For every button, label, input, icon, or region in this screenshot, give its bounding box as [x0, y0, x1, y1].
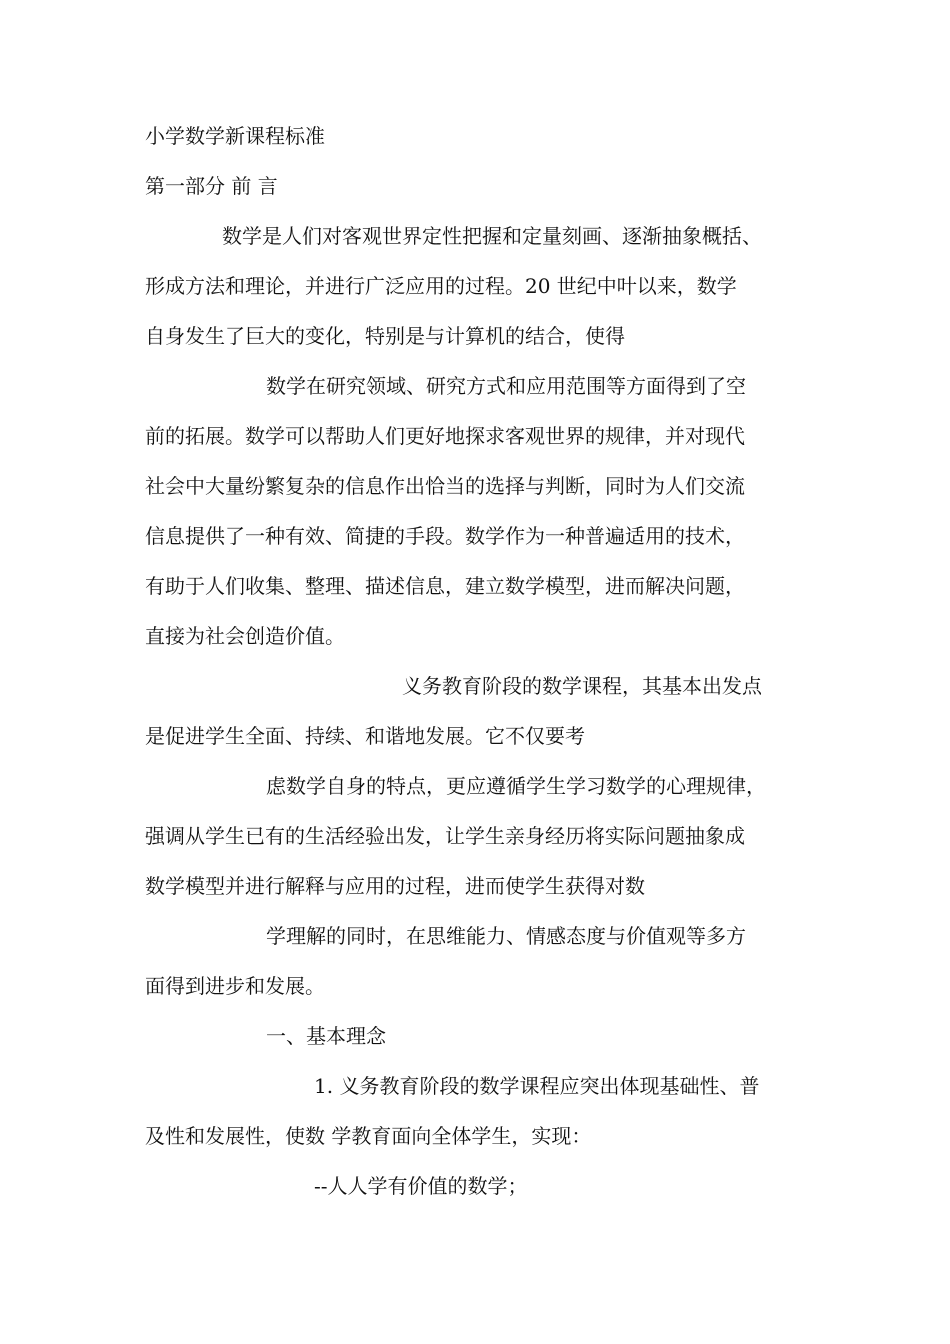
section-heading: 一、基本理念 [266, 1024, 386, 1048]
body-line: 数学模型并进行解释与应用的过程，进而使学生获得对数 [145, 874, 645, 898]
body-line: 直接为社会创造价值。 [145, 624, 345, 648]
body-line: 数学是人们对客观世界定性把握和定量刻画、逐渐抽象概括、 [222, 224, 762, 248]
body-line: 自身发生了巨大的变化，特别是与计算机的结合，使得 [145, 324, 625, 348]
part-heading: 第一部分 前 言 [145, 174, 278, 198]
body-line: 虑数学自身的特点，更应遵循学生学习数学的心理规律， [266, 774, 766, 798]
body-line: 形成方法和理论，并进行广泛应用的过程。20 世纪中叶以来，数学 [145, 274, 737, 298]
document-title: 小学数学新课程标准 [145, 124, 325, 148]
body-line: 是促进学生全面、持续、和谐地发展。它不仅要考 [145, 724, 585, 748]
body-line: 学理解的同时，在思维能力、情感态度与价值观等多方 [266, 924, 746, 948]
body-line: 数学在研究领域、研究方式和应用范围等方面得到了空 [266, 374, 746, 398]
body-line: 义务教育阶段的数学课程，其基本出发点 [402, 674, 762, 698]
body-line: 及性和发展性，使数 学教育面向全体学生，实现： [145, 1124, 592, 1148]
body-line: 有助于人们收集、整理、描述信息，建立数学模型，进而解决问题， [145, 574, 745, 598]
body-line: 前的拓展。数学可以帮助人们更好地探求客观世界的规律，并对现代 [145, 424, 745, 448]
body-line: 社会中大量纷繁复杂的信息作出恰当的选择与判断，同时为人们交流 [145, 474, 745, 498]
body-line: 1. 义务教育阶段的数学课程应突出体现基础性、普 [314, 1074, 760, 1098]
body-line: 信息提供了一种有效、简捷的手段。数学作为一种普遍适用的技术， [145, 524, 745, 548]
body-line: --人人学有价值的数学； [314, 1174, 528, 1198]
body-line: 面得到进步和发展。 [145, 974, 325, 998]
body-line: 强调从学生已有的生活经验出发，让学生亲身经历将实际问题抽象成 [145, 824, 745, 848]
